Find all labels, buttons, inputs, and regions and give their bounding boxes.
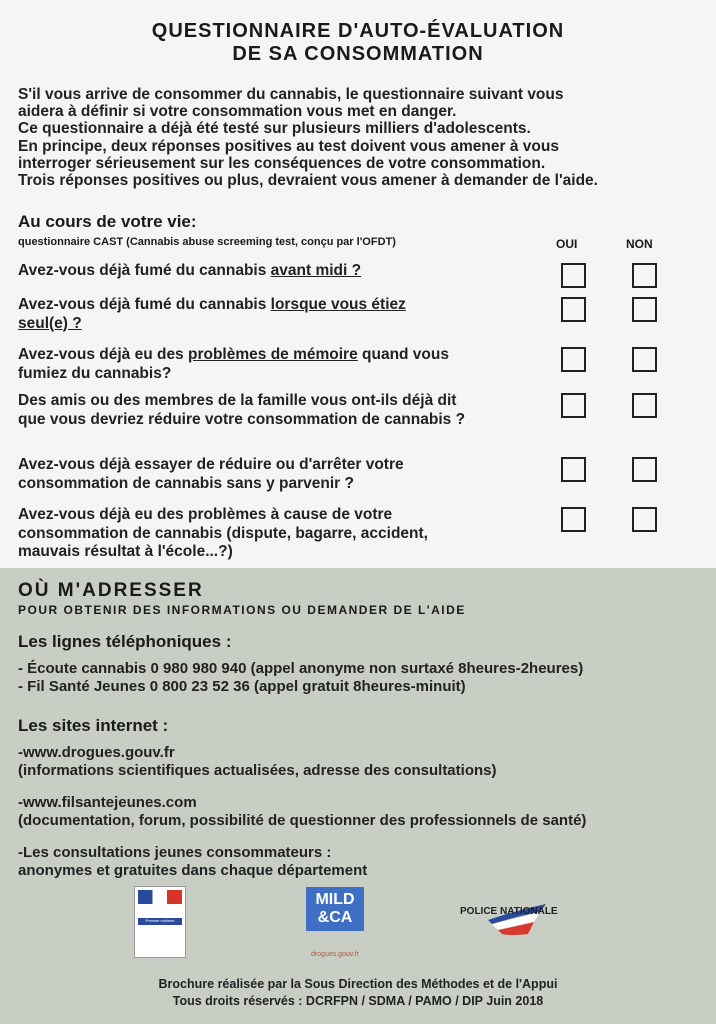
contact-heading: OÙ M'ADRESSER	[18, 580, 204, 601]
mildeca-logo: MILD &CA	[306, 887, 364, 931]
question-2: Avez-vous déjà fumé du cannabis lorsque vous étiez seul(e) ?	[18, 296, 406, 332]
section-subtitle: questionnaire CAST (Cannabis abuse screeming test, conçu par l'OFDT)	[18, 236, 396, 248]
question-1: Avez-vous déjà fumé du cannabis avant midi ?	[18, 262, 362, 279]
phone-line: - Fil Santé Jeunes 0 800 23 52 36 (appel gratuit 8heures-minuit)	[18, 678, 466, 695]
page-title: QUESTIONNAIRE D'AUTO-ÉVALUATION DE SA CONSOMMATION	[151, 20, 565, 65]
intro-text: S'il vous arrive de consommer du cannabis, le questionnaire suivant vous aidera à définir si votre consommation vous met en danger. Ce questionnaire a déjà été testé sur plusieurs milliers d'adolescents. En principe, deux réponses positives au test doivent vous amener à vous interroger sérieusement sur les conséquences de votre consommation. Trois réponses positives ou plus, devraient vous amener à demander de l'aide.	[18, 86, 598, 190]
tricolor-swoosh-icon	[458, 898, 588, 938]
column-yes: OUI	[556, 237, 578, 251]
flag-icon	[138, 890, 182, 904]
checkbox-no-q5[interactable]	[632, 457, 657, 482]
footer: Brochure réalisée par la Sous Direction des Méthodes et de l'Appui Tous droits réservés : DCRFPN / SDMA / PAMO / DIP Juin 2018	[158, 977, 558, 1008]
phone-line: - Écoute cannabis 0 980 980 940 (appel anonyme non surtaxé 8heures-2heures)	[18, 660, 584, 677]
question-3: Avez-vous déjà eu des problèmes de mémoire quand vous fumiez du cannabis?	[18, 346, 449, 382]
question-6: Avez-vous déjà eu des problèmes à cause de votre consommation de cannabis (dispute, bagarre, accident, mauvais résultat à l'école...?)	[18, 506, 428, 560]
sites-heading: Les sites internet :	[18, 716, 169, 735]
phones-heading: Les lignes téléphoniques :	[18, 632, 232, 651]
site-link[interactable]: -www.filsantejeunes.com	[18, 794, 197, 811]
contact-subheading: POUR OBTENIR DES INFORMATIONS OU DEMANDER DE L'AIDE	[18, 603, 466, 617]
checkbox-yes-q5[interactable]	[561, 457, 586, 482]
checkbox-no-q6[interactable]	[632, 507, 657, 532]
site-link[interactable]: -www.drogues.gouv.fr	[18, 744, 175, 761]
checkbox-yes-q4[interactable]	[561, 393, 586, 418]
checkbox-yes-q2[interactable]	[561, 297, 586, 322]
checkbox-no-q1[interactable]	[632, 263, 657, 288]
checkbox-yes-q6[interactable]	[561, 507, 586, 532]
checkbox-yes-q1[interactable]	[561, 263, 586, 288]
checkbox-yes-q3[interactable]	[561, 347, 586, 372]
mildeca-url: drogues.gouv.fr	[310, 951, 360, 958]
government-logo: Premier ministre	[134, 886, 186, 958]
checkbox-no-q4[interactable]	[632, 393, 657, 418]
checkbox-no-q3[interactable]	[632, 347, 657, 372]
question-5: Avez-vous déjà essayer de réduire ou d'arrêter votre consommation de cannabis sans y parvenir ?	[18, 456, 404, 492]
column-no: NON	[626, 237, 653, 251]
checkbox-no-q2[interactable]	[632, 297, 657, 322]
question-4: Des amis ou des membres de la famille vous ont-ils déjà dit que vous devriez réduire votre consommation de cannabis ?	[18, 392, 466, 428]
police-nationale-logo: POLICE NATIONALE	[458, 898, 588, 938]
section-heading: Au cours de votre vie:	[18, 212, 197, 231]
